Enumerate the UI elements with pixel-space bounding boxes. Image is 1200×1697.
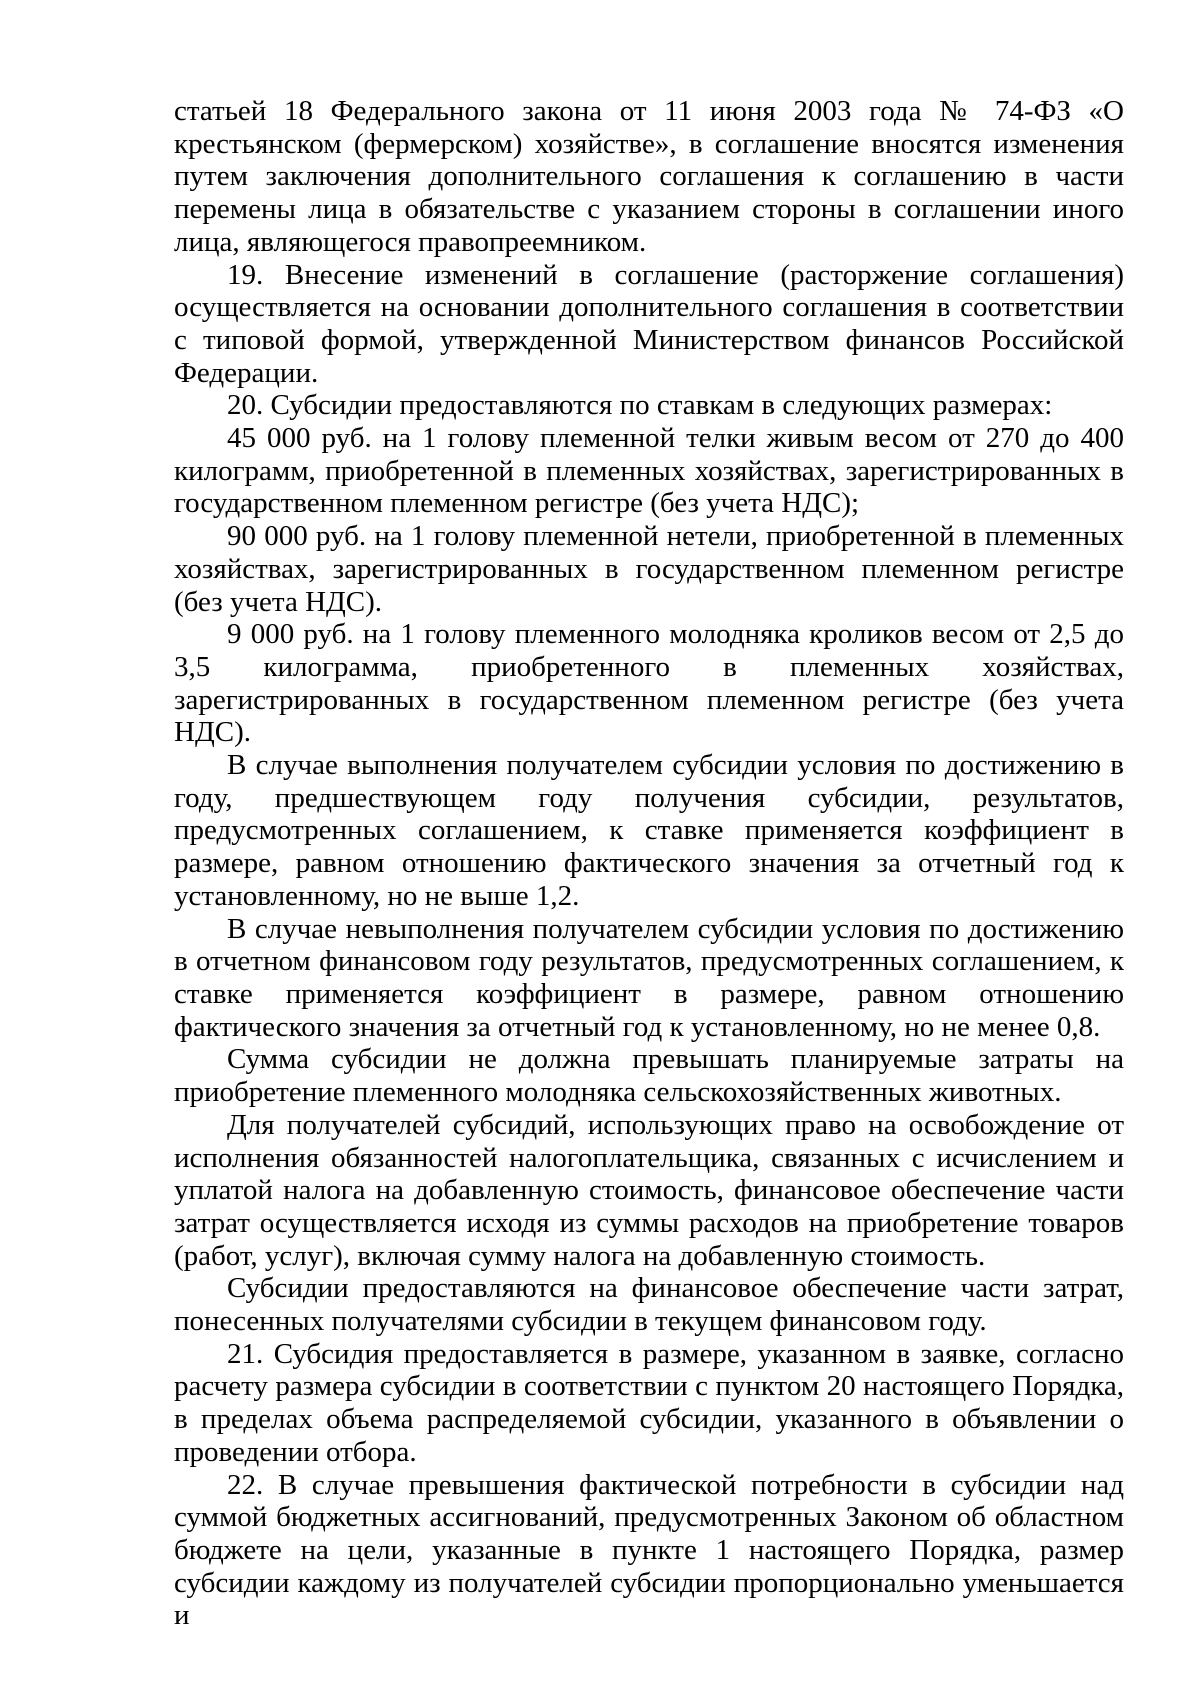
paragraph-21: 21. Субсидия предоставляется в размере, указанном в заявке, согласно расчету размера субсидии в соответствии с пунктом 20 настоящего Порядка, в пределах объема распределяемой субсидии, указанного в объявлении о проведении отбора.: [174, 1337, 1124, 1468]
paragraph-subsidy-limit: Сумма субсидии не должна превышать планируемые затраты на приобретение племенного молодняка сельскохозяйственных животных.: [174, 1043, 1124, 1109]
paragraph-22: 22. В случае превышения фактической потребности в субсидии над суммой бюджетных ассигнований, предусмотренных Законом об областном бюджете на цели, указанные в пункте 1 настоящего Порядка, размер субсидии каждому из получателей субсидии пропорционально уменьшается и: [174, 1468, 1124, 1632]
paragraph-continuation-article-18: статьей 18 Федерального закона от 11 июня 2003 года № 74-ФЗ «О крестьянском (фермерском) хозяйстве», в соглашение вносятся изменения путем заключения дополнительного соглашения к соглашению в части перемены лица в обязательстве с указанием стороны в соглашении иного лица, являющегося правопреемником.: [174, 95, 1124, 258]
paragraph-20: 20. Субсидии предоставляются по ставкам в следующих размерах:: [227, 389, 1053, 422]
paragraph-current-year-costs: Субсидии предоставляются на финансовое обеспечение части затрат, понесенных получателями субсидии в текущем финансовом году.: [174, 1272, 1124, 1338]
paragraph-vat-exempt: Для получателей субсидий, использующих право на освобождение от исполнения обязанностей налогоплательщика, связанных с исчислением и уплатой налога на добавленную стоимость, финансовое обеспечение части затрат осуществляется исходя из суммы расходов на приобретение товаров (работ, услуг), включая сумму налога на добавленную стоимость.: [174, 1108, 1124, 1272]
paragraph-rate-heifer: 45 000 руб. на 1 голову племенной телки живым весом от 270 до 400 килограмм, приобретенной в племенных хозяйствах, зарегистрированных в государственном племенном регистре (без учета НДС);: [174, 422, 1124, 520]
paragraph-coefficient-min: В случае невыполнения получателем субсидии условия по достижению в отчетном финансовом году результатов, предусмотренных соглашением, к ставке применяется коэффициент в размере, равном отношению фактического значения за отчетный год к установленному, но не менее 0,8.: [174, 912, 1124, 1043]
paragraph-rate-nettle: 90 000 руб. на 1 голову племенной нетели, приобретенной в племенных хозяйствах, зарегистрированных в государственном племенном регистре (без учета НДС).: [174, 520, 1124, 618]
paragraph-coefficient-max: В случае выполнения получателем субсидии условия по достижению в году, предшествующем году получения субсидии, результатов, предусмотренных соглашением, к ставке применяется коэффициент в размере, равном отношению фактического значения за отчетный год к установленному, но не выше 1,2.: [174, 749, 1124, 912]
paragraph-rate-rabbits: 9 000 руб. на 1 голову племенного молодняка кроликов весом от 2,5 до 3,5 килограмма, приобретенного в племенных хозяйствах, зарегистрированных в государственном племенном регистре (без учета НДС).: [174, 618, 1124, 749]
document-page: [174, 95, 1124, 1632]
paragraph-19: 19. Внесение изменений в соглашение (расторжение соглашения) осуществляется на основании дополнительного соглашения в соответствии с типовой формой, утвержденной Министерством финансов Российской Федерации.: [174, 258, 1124, 389]
